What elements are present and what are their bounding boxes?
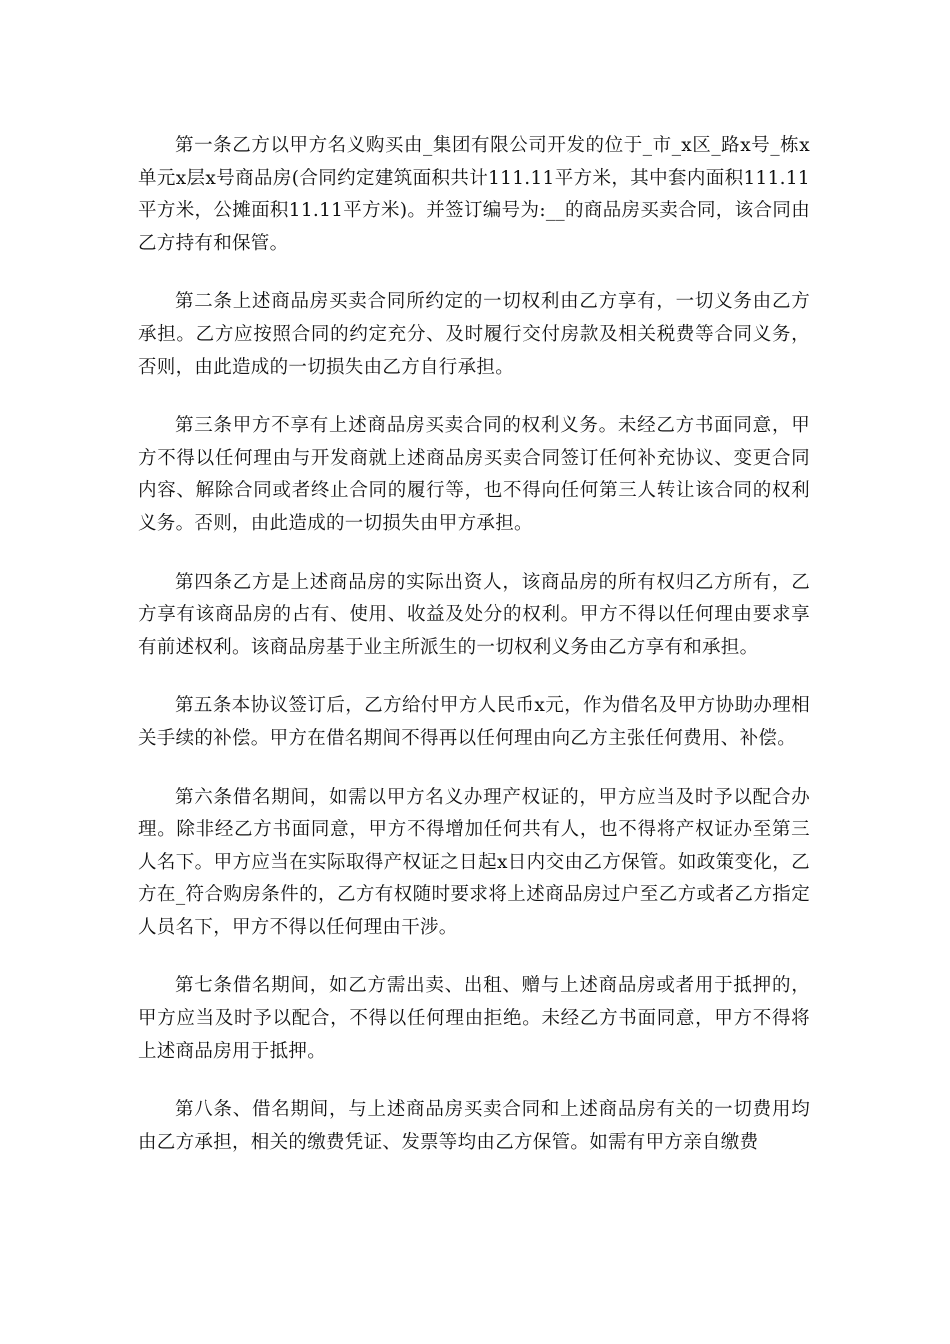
article-8-paragraph: 第八条、借名期间，与上述商品房买卖合同和上述商品房有关的一切费用均由乙方承担，相关的缴费凭证、发票等均由乙方保管。如需有甲方亲自缴费 — [138, 1099, 810, 1153]
article-4-paragraph: 第四条乙方是上述商品房的实际出资人，该商品房的所有权归乙方所有，乙方享有该商品房的占有、使用、收益及处分的权利。甲方不得以任何理由要求享有前述权利。该商品房基于业主所派生的一切权利义务由乙方享有和承担。 — [138, 571, 810, 658]
article-2-paragraph: 第二条上述商品房买卖合同所约定的一切权利由乙方享有，一切义务由乙方承担。乙方应按照合同的约定充分、及时履行交付房款及相关税费等合同义务，否则，由此造成的一切损失由乙方自行承担。 — [138, 291, 810, 378]
article-6-paragraph: 第六条借名期间，如需以甲方名义办理产权证的，甲方应当及时予以配合办理。除非经乙方书面同意，甲方不得增加任何共有人，也不得将产权证办至第三人名下。甲方应当在实际取得产权证之日起x日内交由乙方保管。如政策变化，乙方在_符合购房条件的，乙方有权随时要求将上述商品房过户至乙方或者乙方指定人员名下，甲方不得以任何理由干涉。 — [138, 786, 810, 938]
article-1-paragraph: 第一条乙方以甲方名义购买由_集团有限公司开发的位于_市_x区_路x号_栋x单元x层x号商品房(合同约定建筑面积共计111.11平方米，其中套内面积111.11平方米，公摊面积11.11平方米)。并签订编号为:__的商品房买卖合同，该合同由乙方持有和保管。 — [138, 135, 810, 254]
article-5-paragraph: 第五条本协议签订后，乙方给付甲方人民币x元，作为借名及甲方协助办理相关手续的补偿。甲方在借名期间不得再以任何理由向乙方主张任何费用、补偿。 — [138, 695, 810, 749]
article-3-paragraph: 第三条甲方不享有上述商品房买卖合同的权利义务。未经乙方书面同意，甲方不得以任何理由与开发商就上述商品房买卖合同签订任何补充协议、变更合同内容、解除合同或者终止合同的履行等，也不得向任何第三人转让该合同的权利义务。否则，由此造成的一切损失由甲方承担。 — [138, 415, 810, 534]
document-body — [138, 130, 810, 1185]
article-7-paragraph: 第七条借名期间，如乙方需出卖、出租、赠与上述商品房或者用于抵押的，甲方应当及时予以配合，不得以任何理由拒绝。未经乙方书面同意，甲方不得将上述商品房用于抵押。 — [138, 975, 810, 1062]
